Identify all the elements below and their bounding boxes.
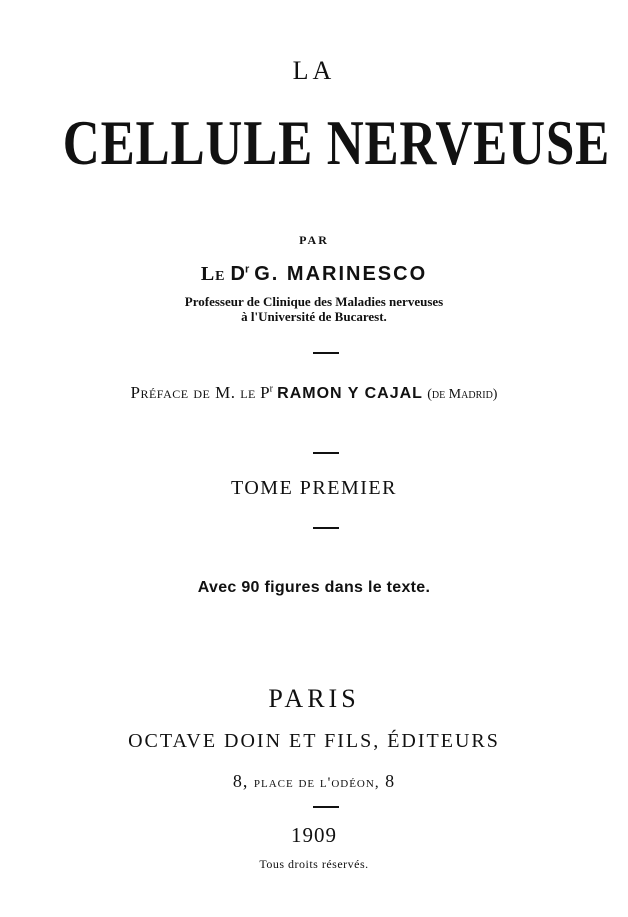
preface-location: (de Madrid) [427, 387, 498, 402]
book-title: CELLULE NERVEUSE [62, 107, 611, 178]
publisher-name: OCTAVE DOIN ET FILS, ÉDITEURS [128, 730, 500, 752]
publisher-address [0, 771, 628, 792]
address-number-after: 8 [385, 771, 396, 791]
preface-title-base: P [260, 383, 270, 402]
divider-rule [313, 452, 339, 454]
address-street: place de l'odéon, [253, 775, 380, 791]
author-prefix: Le [200, 263, 226, 285]
author-name: G. MARINESCO [254, 263, 428, 285]
preface-line [0, 383, 628, 403]
title-article: LA [292, 56, 336, 85]
preface-author-name: RAMON Y CAJAL [277, 385, 423, 402]
address-number-before: 8, [232, 771, 249, 791]
preface-title-sup: r [269, 383, 273, 395]
divider-rule [313, 806, 339, 808]
author-honorific-base: D [230, 263, 245, 285]
publication-city: PARIS [268, 684, 360, 713]
by-label: PAR [299, 233, 329, 247]
divider-rule [313, 352, 339, 354]
preface-title [260, 383, 273, 402]
rights-notice: Tous droits réservés. [259, 857, 369, 871]
author-honorific [231, 263, 250, 285]
divider-rule [313, 527, 339, 529]
author-affiliation-line2: à l'Université de Bucarest. [241, 309, 387, 324]
preface-lead: Préface de M. le [130, 383, 256, 402]
author-line [0, 263, 628, 286]
volume-label: TOME PREMIER [231, 477, 397, 499]
author-affiliation-line1: Professeur de Clinique des Maladies nerveuses [184, 294, 444, 309]
figures-note: Avec 90 figures dans le texte. [197, 579, 431, 596]
author-honorific-sup: r [244, 263, 250, 276]
publication-year: 1909 [291, 823, 337, 847]
